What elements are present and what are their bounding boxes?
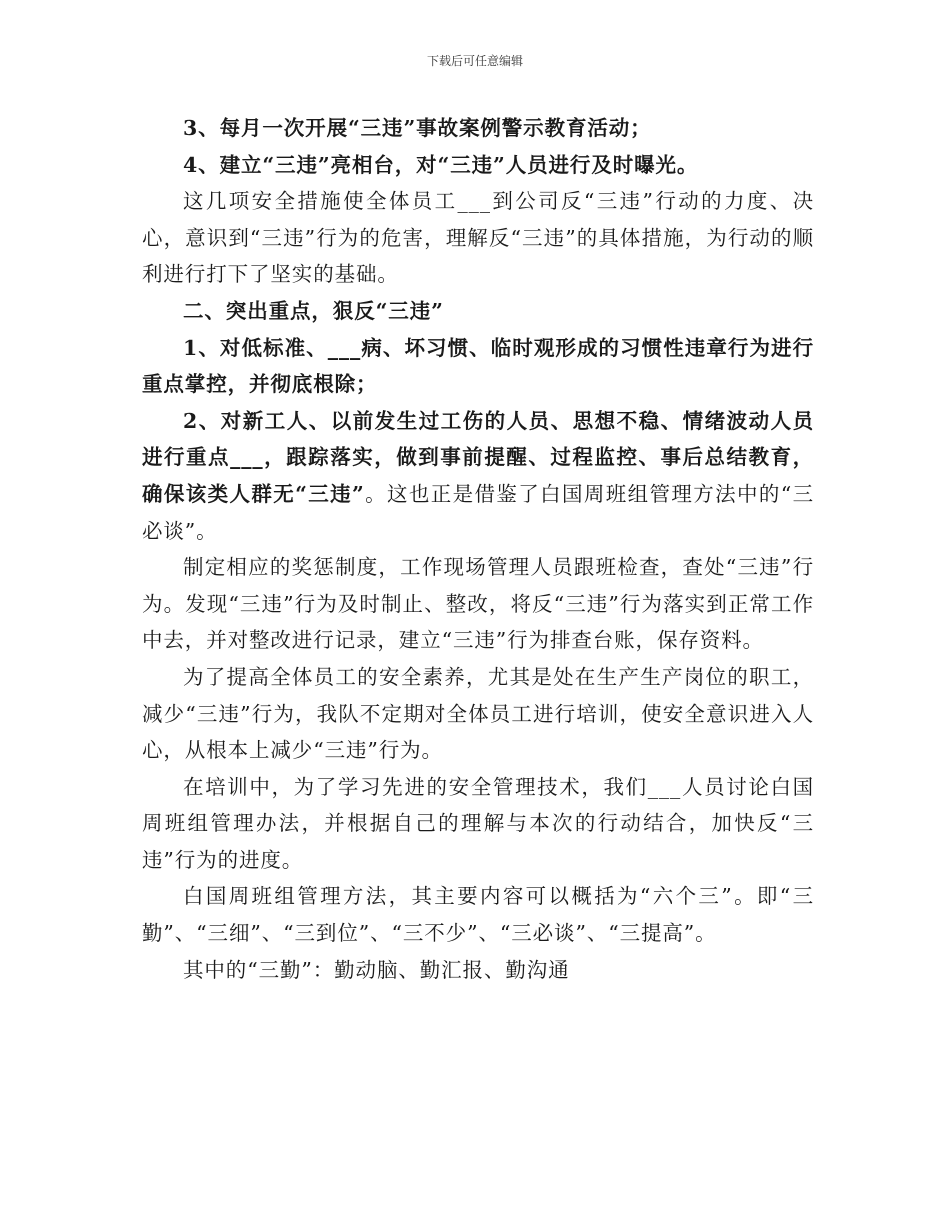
paragraph-item-1 (142, 330, 814, 403)
bold-text: 2、对新工人、以前发生过工伤的人员、思想不稳、情绪波动人员进行重点___，跟踪落实，做到事前提醒、过程监控、事后总结教育，确保该类人群无“三违” (142, 408, 814, 506)
normal-text: 其中的“三勤”：勤动脑、勤汇报、勤沟通 (183, 957, 570, 982)
paragraph-training (142, 659, 814, 769)
normal-text: 白国周班组管理方法，其主要内容可以概括为“六个三”。即“三勤”、“三细”、“三到位”、“三不少”、“三必谈”、“三提高”。 (142, 884, 814, 946)
page-header: 下载后可任意编辑 (426, 54, 523, 68)
paragraph-discussion (142, 769, 814, 879)
normal-text: 为了提高全体员工的安全素养，尤其是处在生产生产岗位的职工，减少“三违”行为，我队不定期对全体员工进行培训，使安全意识进入人心，从根本上减少“三违”行为。 (142, 664, 814, 763)
paragraph-item-2 (142, 403, 814, 549)
normal-text: 。这也正是借鉴了白国周班组管理方法中的“三必谈”。 (142, 481, 814, 543)
paragraph-three-diligences (142, 952, 814, 989)
paragraph-item-3 (142, 110, 814, 147)
paragraph-item-4 (142, 147, 814, 184)
normal-text: 制定相应的奖惩制度，工作现场管理人员跟班检查，查处“三违”行为。发现“三违”行为及时制止、整改，将反“三违”行为落实到正常工作中去，并对整改进行记录，建立“三违”行为排查台账，保存资料。 (142, 555, 814, 653)
normal-text: 这几项安全措施使全体员工___到公司反“三违”行动的力度、决心，意识到“三违”行为的危害，理解反“三违”的具体措施，为行动的顺利进行打下了坚实的基础。 (142, 189, 814, 287)
bold-text: 1、对低标准、___病、坏习惯、临时观形成的习惯性违章行为进行重点掌控，并彻底根除； (142, 335, 814, 397)
document-body (142, 110, 814, 988)
normal-text: 在培训中，为了学习先进的安全管理技术，我们___人员讨论白国周班组管理办法，并根据自己的理解与本次的行动结合，加快反“三违”行为的进度。 (142, 774, 814, 872)
paragraph-reward-punishment (142, 549, 814, 659)
bold-text: 4、建立“三违”亮相台，对“三违”人员进行及时曝光。 (183, 152, 699, 177)
paragraph-measures-summary (142, 183, 814, 293)
bold-text: 二、突出重点，狠反“三违” (183, 298, 444, 323)
paragraph-management-method (142, 878, 814, 951)
bold-text: 3、每月一次开展“三违”事故案例警示教育活动； (183, 116, 652, 140)
section-heading-2 (142, 293, 814, 330)
